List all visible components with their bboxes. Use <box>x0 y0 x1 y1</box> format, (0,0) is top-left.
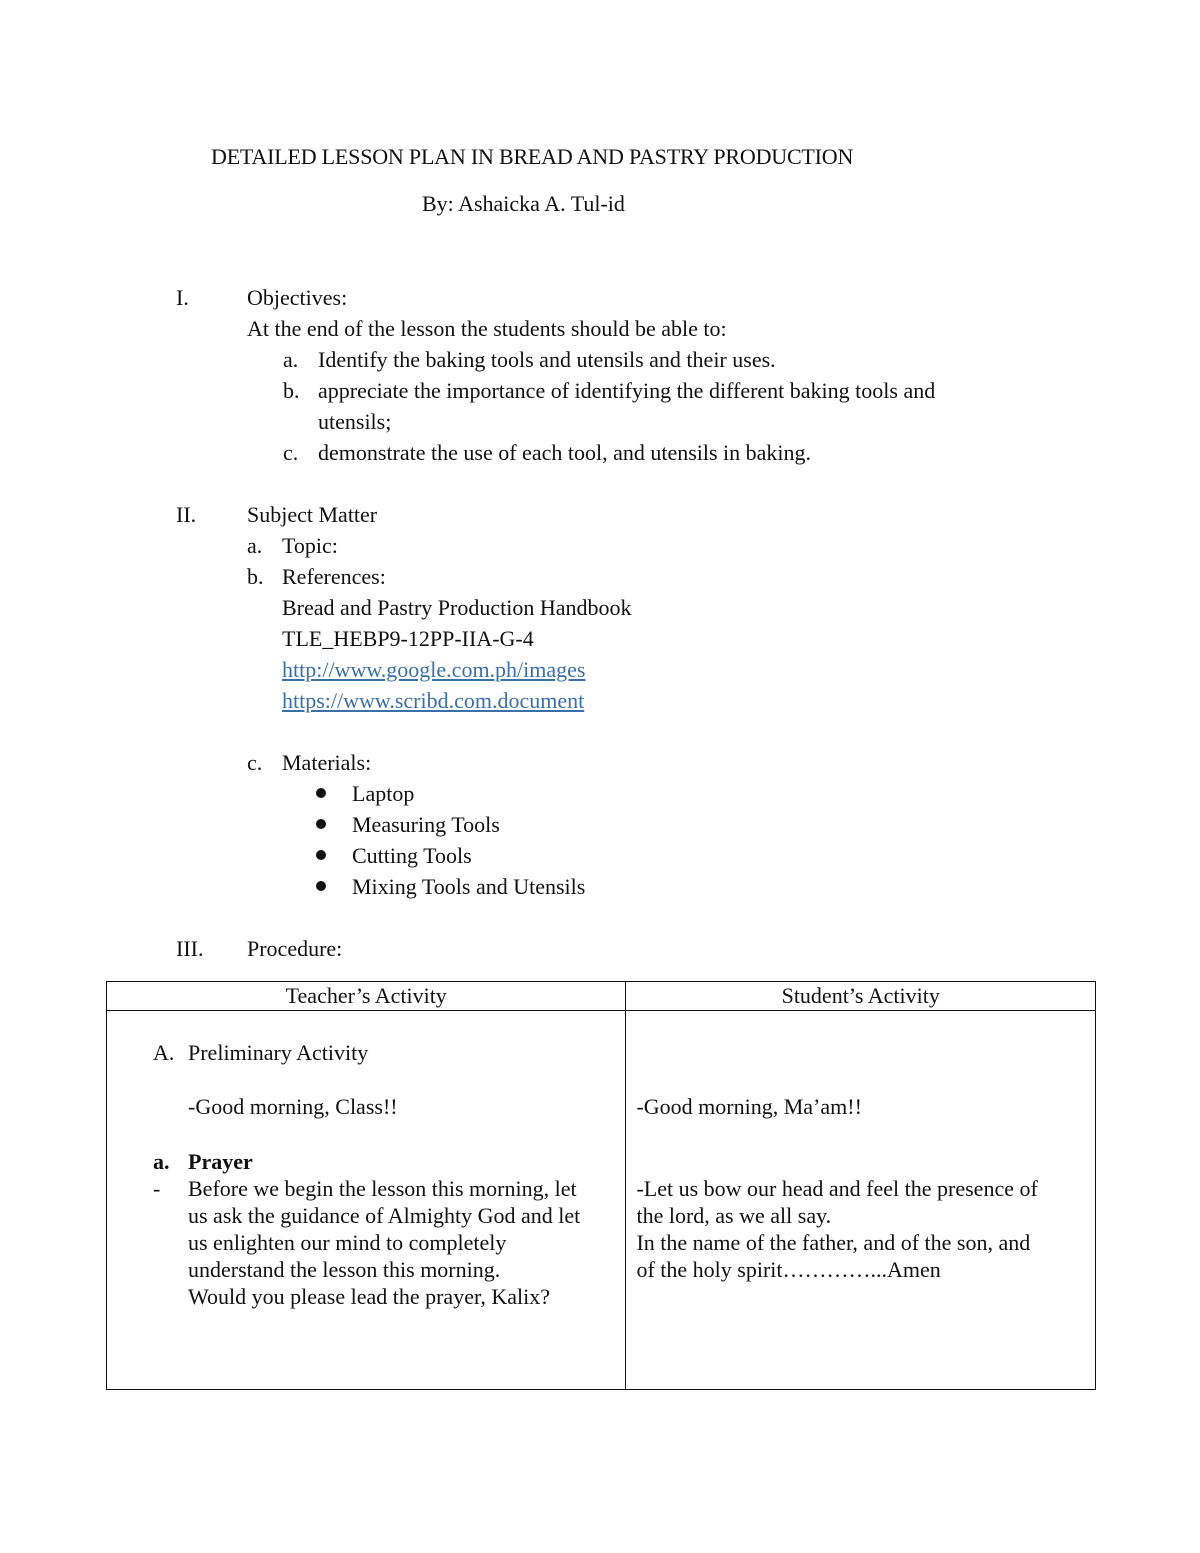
prayer-dash: - <box>153 1176 161 1201</box>
teacher-prayer-line: us ask the guidance of Almighty God and let <box>188 1203 581 1228</box>
student-greeting: -Good morning, Ma’am!! <box>636 1094 862 1119</box>
reference-link-google[interactable]: http://www.google.com.ph/images <box>282 657 586 682</box>
objective-b-label: b. <box>283 378 300 403</box>
objectives-intro: At the end of the lesson the students should be able to: <box>247 316 727 341</box>
student-prayer-line: -Let us bow our head and feel the presence of <box>636 1176 1038 1201</box>
objective-b-text-cont: utensils; <box>318 409 392 434</box>
teacher-column-header: Teacher’s Activity <box>107 982 626 1011</box>
procedure-heading: Procedure: <box>247 936 343 961</box>
references-label: b. <box>247 564 264 589</box>
reference-link-scribd[interactable]: https://www.scribd.com.document <box>282 688 585 713</box>
bullet-icon <box>316 850 326 860</box>
procedure-table <box>106 981 1096 1390</box>
topic-label: a. <box>247 533 263 558</box>
material-item: Cutting Tools <box>352 843 472 868</box>
teacher-prayer-line: Before we begin the lesson this morning, let <box>188 1176 577 1201</box>
materials-label: c. <box>247 750 263 775</box>
teacher-prayer-line: understand the lesson this morning. <box>188 1257 501 1282</box>
objectives-heading: Objectives: <box>247 285 348 310</box>
bullet-icon <box>316 819 326 829</box>
table-header-row <box>107 982 1096 1011</box>
prayer-heading: Prayer <box>188 1149 253 1174</box>
student-prayer-line: of the holy spirit…………...Amen <box>636 1257 941 1282</box>
material-item: Mixing Tools and Utensils <box>352 874 586 899</box>
objective-b-text: appreciate the importance of identifying the different baking tools and <box>318 378 936 403</box>
teacher-greeting: -Good morning, Class!! <box>188 1094 398 1119</box>
teacher-prayer-line: Would you please lead the prayer, Kalix? <box>188 1284 551 1309</box>
document-author: By: Ashaicka A. Tul-id <box>422 191 625 216</box>
teacher-activity-cell <box>107 1011 626 1390</box>
bullet-icon <box>316 788 326 798</box>
prayer-label: a. <box>153 1149 170 1174</box>
topic-text: Topic: <box>282 533 338 558</box>
subject-heading: Subject Matter <box>247 502 378 527</box>
section-number-subject: II. <box>176 502 197 527</box>
table-row <box>107 1011 1096 1390</box>
section-number-objectives: I. <box>176 285 189 310</box>
materials-heading: Materials: <box>282 750 372 775</box>
teacher-prayer-line: us enlighten our mind to completely <box>188 1230 507 1255</box>
bullet-icon <box>316 881 326 891</box>
document-title: DETAILED LESSON PLAN IN BREAD AND PASTRY PRODUCTION <box>211 144 854 169</box>
material-item: Measuring Tools <box>352 812 500 837</box>
material-item: Laptop <box>352 781 415 806</box>
preliminary-activity-heading: Preliminary Activity <box>188 1040 369 1065</box>
references-heading: References: <box>282 564 386 589</box>
objective-c-text: demonstrate the use of each tool, and utensils in baking. <box>318 440 812 465</box>
section-number-procedure: III. <box>176 936 204 961</box>
objective-c-label: c. <box>283 440 299 465</box>
reference-code: TLE_HEBP9-12PP-IIA-G-4 <box>282 626 534 651</box>
objective-a-label: a. <box>283 347 299 372</box>
objective-a-text: Identify the baking tools and utensils and their uses. <box>318 347 776 372</box>
student-prayer-line: the lord, as we all say. <box>636 1203 832 1228</box>
student-prayer-line: In the name of the father, and of the son, and <box>636 1230 1031 1255</box>
preliminary-label: A. <box>153 1040 175 1065</box>
reference-handbook: Bread and Pastry Production Handbook <box>282 595 632 620</box>
student-column-header: Student’s Activity <box>626 982 1096 1011</box>
student-activity-cell <box>626 1011 1096 1390</box>
